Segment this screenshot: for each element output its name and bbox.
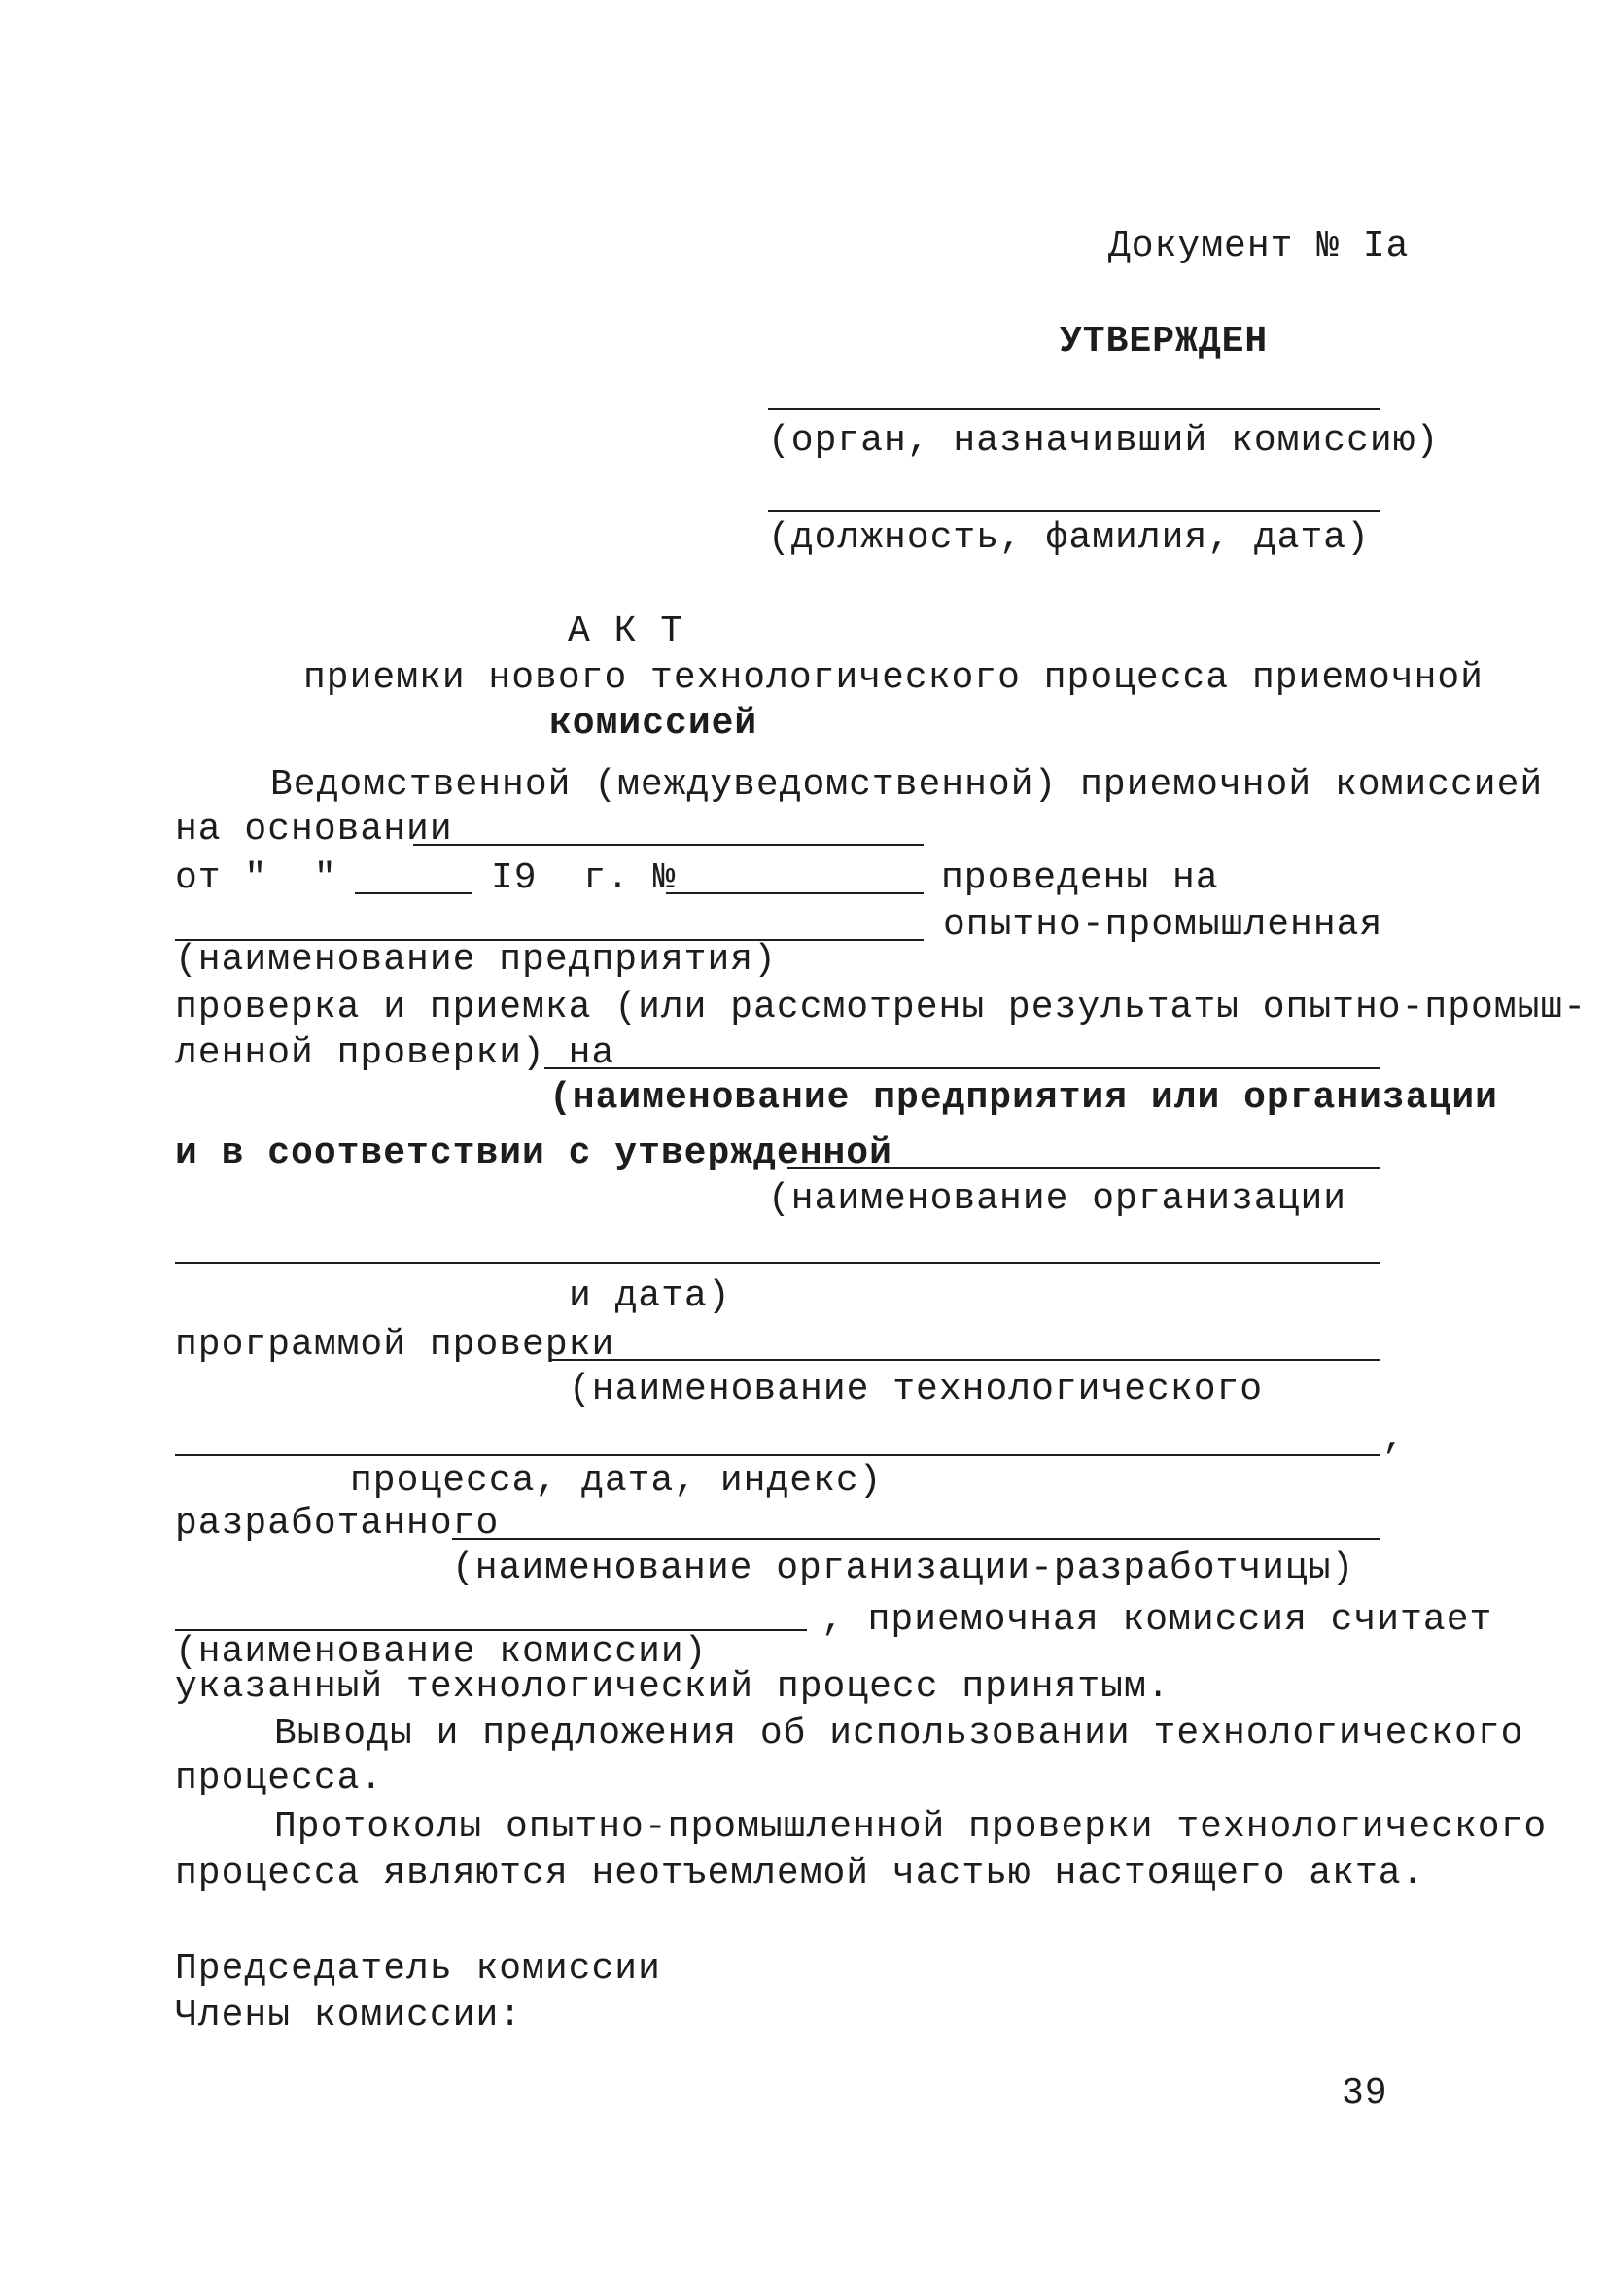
body-line-process: процесса.: [175, 1757, 384, 1799]
blank-basis: [413, 844, 924, 846]
document-subtitle-line1: приемки нового технологического процесса приемочной: [303, 657, 1484, 699]
caption-enterprise-or-organization: (наименование предприятия или организации: [549, 1077, 1498, 1119]
body-line-basis: на основании: [175, 809, 453, 851]
page-number: 39: [1342, 2072, 1388, 2114]
blank-organization-continued: [175, 1262, 1380, 1264]
blank-developer: [452, 1538, 1380, 1540]
body-line-pilot-industrial: опытно-промышленная: [943, 904, 1383, 946]
caption-commission-name: (наименование комиссии): [175, 1631, 708, 1673]
body-line-date-prefix: от " ": [175, 857, 337, 899]
document-subtitle-line2: комиссией: [549, 703, 758, 745]
approval-blank-line-2: [768, 510, 1380, 512]
document-number: Документ № Ia: [1108, 226, 1410, 267]
blank-program: [549, 1359, 1380, 1361]
body-line-accepted: указанный технологический процесс принятым.: [175, 1666, 1170, 1708]
caption-technological-name: (наименование технологического: [569, 1369, 1264, 1410]
blank-number: [666, 892, 924, 894]
body-line-developed-by: разработанного: [175, 1503, 500, 1545]
caption-organization-name: (наименование организации: [768, 1178, 1347, 1220]
body-line-approved-by: и в соответствии с утвержденной: [175, 1132, 892, 1174]
caption-and-date: и дата): [569, 1275, 731, 1317]
approval-stamp-heading: УТВЕРЖДЕН: [1060, 321, 1269, 363]
caption-enterprise-name: (наименование предприятия): [175, 939, 777, 981]
body-line-conclusions: Выводы и предложения об использовании технологического: [274, 1713, 1524, 1755]
blank-technological-continued: [175, 1454, 1380, 1456]
document-title: А К Т: [568, 610, 684, 652]
blank-approved-by: [787, 1167, 1380, 1169]
signature-members: Члены комиссии:: [175, 1995, 523, 2036]
approval-blank-line-1: [768, 408, 1380, 410]
body-line-inspection-on: ленной проверки) на: [175, 1032, 615, 1074]
caption-process-date-index: процесса, дата, индекс): [350, 1460, 883, 1502]
body-line-inspection: проверка и приемка (или рассмотрены результаты опытно-промыш-: [175, 987, 1588, 1028]
blank-comma: ,: [1382, 1417, 1406, 1459]
caption-developer-organization: (наименование организации-разработчицы): [452, 1548, 1355, 1589]
signature-chairman: Председатель комиссии: [175, 1948, 661, 1990]
body-line-commission-considers: , приемочная комиссия считает: [821, 1599, 1493, 1641]
body-line-integral-part: процесса являются неотъемлемой частью настоящего акта.: [175, 1853, 1425, 1895]
body-line-program: программой проверки: [175, 1324, 615, 1366]
approval-caption-position: (должность, фамилия, дата): [768, 517, 1370, 559]
body-line-year-number: I9 г. №: [491, 857, 677, 899]
approval-caption-organ: (орган, назначивший комиссию): [768, 420, 1440, 462]
blank-inspection-place: [544, 1067, 1380, 1069]
blank-date: [355, 892, 472, 894]
body-line-committee: Ведомственной (междуведомственной) приемочной комиссией: [270, 764, 1544, 806]
body-line-protocols: Протоколы опытно-промышленной проверки технологического: [274, 1806, 1548, 1848]
body-line-carried-out: проведены на: [941, 857, 1219, 899]
